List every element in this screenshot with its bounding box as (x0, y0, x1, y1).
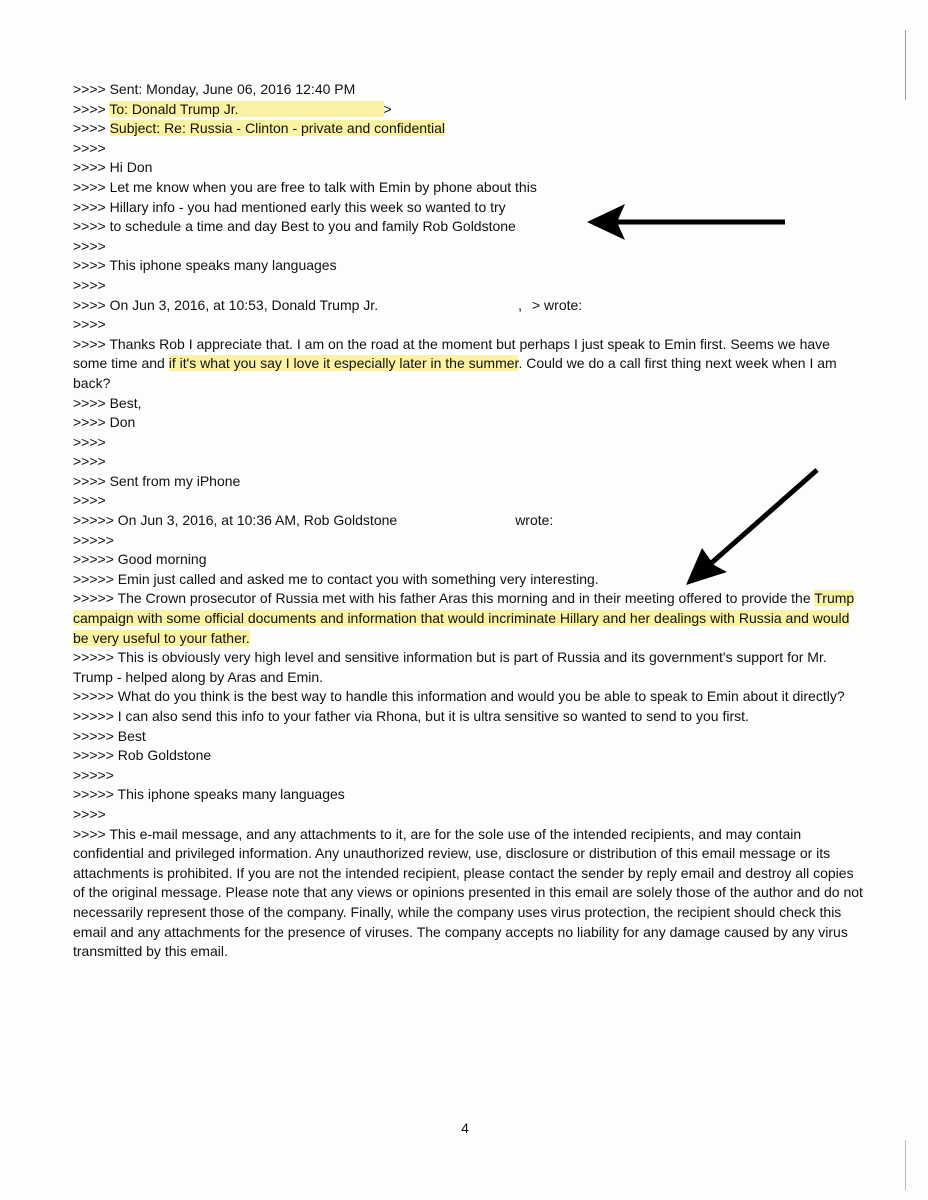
redacted-marks: , (518, 296, 522, 313)
body-line: >>>> (73, 805, 106, 822)
reply-paragraph: >>>> Thanks Rob I appreciate that. I am on the road at the moment but perhaps I just speak to Emin first. Seems we have some time and if it's what you say I love it especially later in the summer. Could we do a call first thing next week when I am back? (73, 335, 837, 391)
body-line: >>>> Hillary info - you had mentioned early this week so wanted to try (73, 198, 506, 215)
original-header: >>>>> On Jun 3, 2016, at 10:36 AM, Rob Goldstone wrote: (73, 512, 554, 529)
body-line: >>>> Hi Don (73, 159, 153, 176)
body-line: >>>>> Good morning (73, 551, 207, 568)
body-line: >>>> (73, 492, 106, 509)
page-scan-edge (905, 30, 906, 100)
crown-highlight: Trump campaign with some official documents and information that would incriminate Hillary and her dealings with Russia and would be very useful to your father. (73, 590, 855, 646)
disclaimer-paragraph: >>>> This e-mail message, and any attachments to it, are for the sole use of the intended recipients, and may contain confidential and privileged information. Any unauthorized review, use, disclosure or distribution of this email message or its attachments is prohibited. If you are not the intended recipient, please contact the sender by reply email and destroy all copies of the original message. Please note that any views or opinions presented in this email are solely those of the author and do not necessarily represent those of the company. Finally, while the company uses virus protection, the recipient should check this email and any attachments for the presence of viruses. The company accepts no liability for any damage caused by any virus transmitted by this email. (73, 825, 863, 960)
rhona-paragraph: >>>>> I can also send this info to your father via Rhona, but it is ultra sensitive so wanted to send to you first. (73, 708, 749, 724)
body-line: >>>> to schedule a time and day Best to you and family Rob Goldstone (73, 218, 516, 235)
body-line: >>>> (73, 433, 106, 450)
body-line: >>>> Best, (73, 394, 142, 411)
body-line: >>>> (73, 453, 106, 470)
body-line: >>>> (73, 139, 106, 156)
body-line: >>>> Sent from my iPhone (73, 472, 241, 489)
to-field: To: Donald Trump Jr. (109, 101, 383, 117)
subject-line: >>>> Subject: Re: Russia - Clinton - private and confidential (73, 120, 445, 137)
crown-paragraph: >>>>> The Crown prosecutor of Russia met with his father Aras this morning and in their meeting offered to provide the Trump campaign with some official documents and information that would incriminate Hillary and her dealings with Russia and would be very useful to your father. (73, 590, 855, 646)
body-line: >>>>> Rob Goldstone (73, 747, 212, 764)
page-scan-edge-bottom (905, 1140, 906, 1190)
body-line: >>>>> This iphone speaks many languages (73, 786, 345, 803)
subject-field: Subject: Re: Russia - Clinton - private and confidential (109, 120, 445, 137)
handle-paragraph: >>>>> What do you think is the best way to handle this information and would you be able to speak to Emin about it directly? (73, 688, 845, 705)
body-line: >>>>> Emin just called and asked me to contact you with something very interesting. (73, 570, 599, 587)
arrow-left-icon (585, 200, 790, 245)
sensitive-paragraph: >>>>> This is obviously very high level and sensitive information but is part of Russia and its government's support for Mr. Trump - helped along by Aras and Emin. (73, 649, 827, 685)
to-redacted-end: > (383, 100, 392, 117)
body-line: >>>> (73, 276, 106, 293)
quote-prefix: >>>> (73, 100, 110, 117)
sent-line: >>>> Sent: Monday, June 06, 2016 12:40 PM (73, 81, 356, 97)
body-line: >>>> Don (73, 414, 136, 431)
reply-highlight: if it's what you say I love it especially later in the summer (168, 355, 519, 372)
body-line: >>>> Let me know when you are free to talk with Emin by phone about this (73, 178, 537, 195)
to-line (73, 100, 863, 120)
body-line: >>>> (73, 316, 106, 333)
body-line: >>>> (73, 237, 106, 254)
reply-header: >>>> On Jun 3, 2016, at 10:53, Donald Trump Jr. , > wrote: (73, 296, 583, 313)
body-line: >>>>> (73, 531, 114, 548)
body-line: >>>> This iphone speaks many languages (73, 257, 337, 274)
body-line: >>>>> Best (73, 727, 146, 744)
page-number: 4 (461, 1120, 469, 1136)
body-line: >>>>> (73, 766, 114, 783)
arrow-down-left-icon (680, 462, 825, 592)
